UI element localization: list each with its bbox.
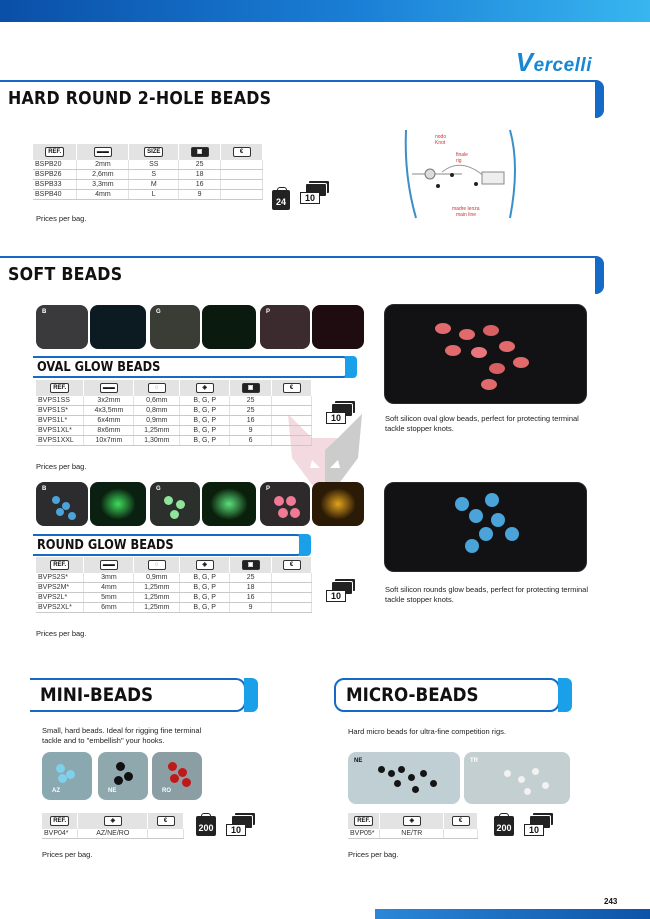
table-cell: [272, 573, 312, 583]
bead-tile-oval-p: [260, 305, 310, 349]
table-cell: 3,3mm: [77, 180, 129, 190]
tile-label: AZ: [52, 788, 60, 794]
round-beads-photo: [384, 482, 587, 572]
diagram-label-finale: finale: [456, 152, 468, 158]
bead-tile-oval-g: [150, 305, 200, 349]
ruler-icon: ▬▬: [100, 383, 118, 393]
brand-logo: Vercelli: [515, 47, 592, 77]
table-cell: B, G, P: [180, 396, 230, 406]
table-row: [36, 583, 312, 593]
tile-label: P: [266, 486, 271, 492]
mini-beads-description: Small, hard beads. Ideal for rigging fine terminal tackle and to "embellish" your hooks.: [42, 726, 202, 745]
pack-stack-icon: [300, 180, 330, 204]
bead-tile-round-p-glow: [312, 482, 364, 526]
table-cell: 18: [179, 170, 221, 180]
table-cell: 1,25mm: [134, 593, 180, 603]
table-cell: 6mm: [84, 603, 134, 613]
table-cell: [272, 603, 312, 613]
bead-tile-oval-p-glow: [312, 305, 364, 349]
table-cell: [272, 396, 312, 406]
section-title: MINI-BEADS: [40, 684, 154, 706]
banner-tab: [299, 534, 311, 556]
ref-cell: BVP05*: [348, 829, 380, 839]
ref-cell: BVPS2L*: [36, 593, 84, 603]
table-cell: 25: [230, 573, 272, 583]
euro-header-icon: €: [157, 816, 175, 826]
prices-note: Prices per bag.: [348, 850, 399, 859]
colour-icon: ◈: [104, 816, 122, 826]
round-glow-table: [36, 557, 312, 613]
prices-note: Prices per bag.: [36, 214, 87, 223]
table-cell: 6x4mm: [84, 416, 134, 426]
diagram-label-main-line: main line: [456, 212, 477, 218]
colour-icon: ◈: [196, 383, 214, 393]
tile-label: B: [42, 309, 47, 315]
table-row: [36, 416, 312, 426]
table-cell: 3x2mm: [84, 396, 134, 406]
table-row: [33, 180, 263, 190]
ref-header-icon: REF.: [50, 816, 69, 826]
euro-header-icon: €: [233, 147, 251, 157]
tile-label: RO: [162, 788, 171, 794]
ref-header-icon: REF.: [50, 560, 69, 570]
micro-beads-description: Hard micro beads for ultra-fine competition rigs.: [348, 727, 506, 736]
ref-cell: BVPS1XXL: [36, 436, 84, 446]
table-cell: [272, 583, 312, 593]
table-cell: 1,25mm: [134, 603, 180, 613]
hole-diameter-icon: ◌: [148, 383, 166, 393]
bead-tile-micro-tr: [464, 752, 570, 804]
pack-stack-count: 10: [524, 824, 544, 836]
table-cell: 25: [230, 396, 272, 406]
table-cell: 25: [179, 160, 221, 170]
table-cell: 4mm: [84, 583, 134, 593]
table-row: [33, 170, 263, 180]
table-cell: 1,30mm: [134, 436, 180, 446]
table-header-row: [348, 813, 478, 829]
table-cell: 6: [230, 436, 272, 446]
table-row: [36, 426, 312, 436]
ref-header-icon: REF.: [354, 816, 373, 826]
micro-beads-table: [348, 813, 478, 839]
bag-icon: ▣: [242, 560, 260, 570]
table-header-row: [36, 557, 312, 573]
table-cell: B, G, P: [180, 426, 230, 436]
table-row: [36, 603, 312, 613]
colour-icon: ◈: [403, 816, 421, 826]
prices-note: Prices per bag.: [42, 850, 93, 859]
table-cell: L: [129, 190, 179, 200]
oval-beads-photo: [384, 304, 587, 404]
banner-tab: [244, 678, 258, 712]
hole-diameter-icon: ◌: [148, 560, 166, 570]
table-cell: M: [129, 180, 179, 190]
table-cell: [221, 170, 263, 180]
table-cell: 3mm: [84, 573, 134, 583]
ruler-icon: ▬▬: [100, 560, 118, 570]
pack-stack-count: 10: [326, 590, 346, 602]
table-cell: SS: [129, 160, 179, 170]
table-cell: 10x7mm: [84, 436, 134, 446]
table-cell: AZ/NE/RO: [78, 829, 148, 839]
table-row: [42, 829, 184, 839]
bag-icon: ▣: [242, 383, 260, 393]
table-cell: 1,25mm: [134, 426, 180, 436]
section-banner-mini-beads: [30, 678, 246, 712]
sub-banner-oval: [33, 356, 349, 378]
section-title: MICRO-BEADS: [346, 684, 479, 706]
table-cell: 0,8mm: [134, 406, 180, 416]
prices-note: Prices per bag.: [36, 462, 87, 471]
hard-round-table: [33, 144, 263, 200]
sub-section-title: ROUND GLOW BEADS: [37, 538, 174, 553]
diagram-label-knot: Knot: [435, 140, 446, 146]
rig-diagram: [402, 126, 522, 222]
section-title: SOFT BEADS: [8, 264, 123, 285]
bead-tile-oval-b: [36, 305, 88, 349]
table-row: [33, 160, 263, 170]
ref-cell: BSPB40: [33, 190, 77, 200]
table-cell: 8x6mm: [84, 426, 134, 436]
ref-cell: BSPB20: [33, 160, 77, 170]
table-cell: 1,25mm: [134, 583, 180, 593]
ref-cell: BVPS1SS: [36, 396, 84, 406]
table-cell: 9: [230, 426, 272, 436]
pack-stack-icon: [524, 812, 554, 836]
bead-tile-mini-az: [42, 752, 92, 800]
table-cell: 2mm: [77, 160, 129, 170]
bag-pack-badge: 200: [494, 816, 514, 836]
bead-tile-oval-g-glow: [202, 305, 256, 349]
bead-tile-round-g: [150, 482, 200, 526]
ref-cell: BVPS2M*: [36, 583, 84, 593]
table-cell: [221, 180, 263, 190]
tile-label: G: [156, 486, 161, 492]
table-cell: 25: [230, 406, 272, 416]
ref-cell: BVPS1XL*: [36, 426, 84, 436]
section-banner-micro-beads: [334, 678, 560, 712]
table-cell: 4mm: [77, 190, 129, 200]
section-banner-hard-round: [0, 80, 604, 118]
size-header-icon: SIZE: [144, 147, 163, 157]
bead-tile-round-b: [36, 482, 88, 526]
ruler-icon: ▬▬: [94, 147, 112, 157]
oval-glow-table: [36, 380, 312, 446]
tile-label: G: [156, 309, 161, 315]
ref-cell: BVPS1L*: [36, 416, 84, 426]
bag-pack-badge: 24: [272, 190, 290, 210]
euro-header-icon: €: [283, 383, 301, 393]
table-cell: 0,9mm: [134, 573, 180, 583]
table-cell: 0,9mm: [134, 416, 180, 426]
table-cell: 9: [230, 603, 272, 613]
ref-cell: BVPS1S*: [36, 406, 84, 416]
section-banner-soft-beads: [0, 256, 604, 294]
tile-label: NE: [108, 788, 117, 794]
banner-tab: [558, 678, 572, 712]
bag-pack-badge: 200: [196, 816, 216, 836]
table-cell: NE/TR: [380, 829, 444, 839]
ref-cell: BVPS2XL*: [36, 603, 84, 613]
pack-stack-icon: [226, 812, 256, 836]
bead-tile-round-g-glow: [202, 482, 256, 526]
oval-description: Soft silicon oval glow beads, perfect for protecting terminal tackle stopper knots.: [385, 414, 579, 433]
diagram-label-madre-lenza: madre lenza: [452, 206, 480, 212]
pack-stack-icon: [326, 578, 356, 602]
table-cell: B, G, P: [180, 573, 230, 583]
top-bar: [0, 0, 650, 22]
ref-header-icon: REF.: [50, 383, 69, 393]
table-cell: S: [129, 170, 179, 180]
sub-section-title: OVAL GLOW BEADS: [37, 360, 161, 375]
ref-cell: BVP04*: [42, 829, 78, 839]
table-cell: 0,6mm: [134, 396, 180, 406]
table-row: [36, 396, 312, 406]
table-cell: B, G, P: [180, 583, 230, 593]
table-cell: [148, 829, 184, 839]
table-cell: B, G, P: [180, 436, 230, 446]
ref-cell: BSPB26: [33, 170, 77, 180]
banner-tab: [345, 356, 357, 378]
tile-label: B: [42, 486, 47, 492]
tile-label: NE: [354, 758, 363, 764]
table-cell: [221, 160, 263, 170]
diagram-label-rig: rig: [456, 158, 462, 164]
pack-stack-count: 10: [326, 412, 346, 424]
table-cell: 16: [179, 180, 221, 190]
bottom-bar: [375, 909, 650, 919]
sub-banner-round: [33, 534, 303, 556]
table-row: [36, 436, 312, 446]
page-number: 243: [604, 897, 618, 906]
round-description: Soft silicon rounds glow beads, perfect for protecting terminal tackle stopper knots.: [385, 585, 589, 604]
table-cell: 16: [230, 593, 272, 603]
ref-cell: BSPB33: [33, 180, 77, 190]
bead-tile-micro-ne: [348, 752, 460, 804]
prices-note: Prices per bag.: [36, 629, 87, 638]
table-cell: [272, 593, 312, 603]
section-title: HARD ROUND 2-HOLE BEADS: [8, 88, 272, 109]
bead-tile-round-p: [260, 482, 310, 526]
table-header-row: [33, 144, 263, 160]
table-cell: 16: [230, 416, 272, 426]
table-cell: B, G, P: [180, 416, 230, 426]
table-cell: 5mm: [84, 593, 134, 603]
table-row: [36, 573, 312, 583]
tile-label: P: [266, 309, 271, 315]
table-cell: B, G, P: [180, 603, 230, 613]
pack-stack-count: 10: [226, 824, 246, 836]
table-row: [36, 406, 312, 416]
ref-cell: BVPS2S*: [36, 573, 84, 583]
table-cell: 9: [179, 190, 221, 200]
table-cell: 4x3,5mm: [84, 406, 134, 416]
table-header-row: [36, 380, 312, 396]
euro-header-icon: €: [452, 816, 470, 826]
table-row: [33, 190, 263, 200]
bead-tile-mini-ne: [98, 752, 148, 800]
bag-icon: ▣: [191, 147, 209, 157]
table-header-row: [42, 813, 184, 829]
bead-tile-mini-ro: [152, 752, 202, 800]
bead-tile-round-b-glow: [90, 482, 146, 526]
ref-header-icon: REF.: [45, 147, 64, 157]
table-cell: [221, 190, 263, 200]
table-cell: B, G, P: [180, 406, 230, 416]
bead-tile-oval-b-glow: [90, 305, 146, 349]
diagram-label-nodo: nodo: [435, 134, 447, 140]
tile-label: TR: [470, 758, 478, 764]
table-cell: [444, 829, 478, 839]
table-row: [348, 829, 478, 839]
table-cell: 2,6mm: [77, 170, 129, 180]
table-row: [36, 593, 312, 603]
euro-header-icon: €: [283, 560, 301, 570]
table-cell: B, G, P: [180, 593, 230, 603]
mini-beads-table: [42, 813, 184, 839]
colour-icon: ◈: [196, 560, 214, 570]
pack-stack-count: 10: [300, 192, 320, 204]
table-cell: 18: [230, 583, 272, 593]
